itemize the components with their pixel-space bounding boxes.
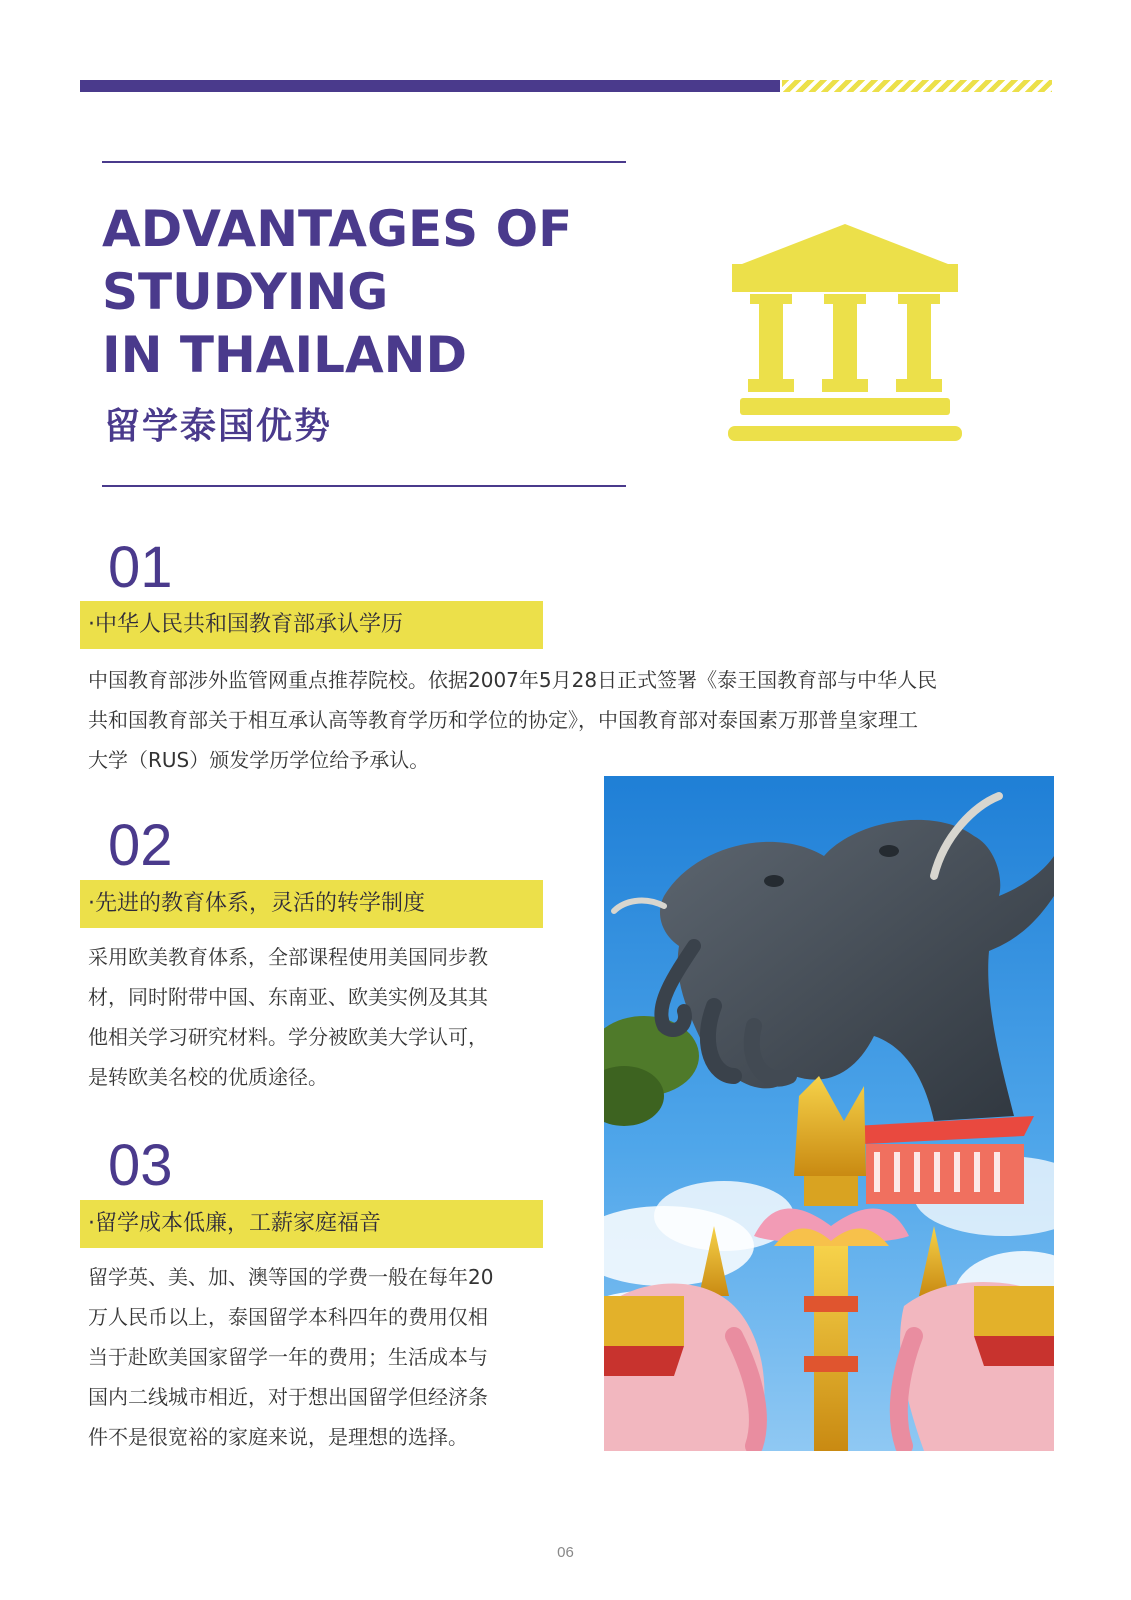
top-banner-stripes bbox=[782, 80, 1052, 92]
body-line: 留学英、美、加、澳等国的学费一般在每年20 bbox=[88, 1265, 494, 1289]
institution-building-icon bbox=[728, 224, 962, 450]
title-line-3: IN THAILAND bbox=[102, 326, 468, 384]
body-line: 是转欧美名校的优质途径。 bbox=[88, 1065, 328, 1089]
erawan-elephant-statue-photo bbox=[604, 776, 1054, 1451]
body-line: 当于赴欧美国家留学一年的费用；生活成本与 bbox=[88, 1345, 488, 1369]
section-body-01 bbox=[88, 660, 937, 780]
section-body-03 bbox=[88, 1257, 493, 1457]
top-banner-bar bbox=[80, 80, 780, 92]
section-heading-band-03 bbox=[80, 1200, 543, 1248]
body-line: 采用欧美教育体系，全部课程使用美国同步教 bbox=[88, 945, 488, 969]
section-heading-03: ·留学成本低廉，工薪家庭福音 bbox=[88, 1211, 381, 1236]
section-number-01: 01 bbox=[108, 535, 173, 600]
title-rule-top bbox=[102, 161, 626, 163]
title-line-1: ADVANTAGES OF bbox=[102, 200, 573, 258]
section-heading-02: ·先进的教育体系，灵活的转学制度 bbox=[88, 891, 425, 916]
body-line: 大学（RUS）颁发学历学位给予承认。 bbox=[88, 748, 430, 772]
section-body-02 bbox=[88, 937, 488, 1097]
body-line: 他相关学习研究材料。学分被欧美大学认可， bbox=[88, 1025, 488, 1049]
body-line: 国内二线城市相近，对于想出国留学但经济条 bbox=[88, 1385, 488, 1409]
section-number-03: 03 bbox=[108, 1133, 173, 1198]
body-line: 共和国教育部关于相互承认高等教育学历和学位的协定》，中国教育部对泰国素万那普皇家理工 bbox=[88, 708, 918, 732]
section-heading-01: ·中华人民共和国教育部承认学历 bbox=[88, 612, 403, 637]
page-title bbox=[102, 198, 642, 387]
body-line: 材，同时附带中国、东南亚、欧美实例及其其 bbox=[88, 985, 488, 1009]
page-subtitle: 留学泰国优势 bbox=[104, 406, 333, 447]
page-number: 06 bbox=[557, 1544, 574, 1561]
title-line-2: STUDYING bbox=[102, 263, 389, 321]
section-heading-band-02 bbox=[80, 880, 543, 928]
body-line: 中国教育部涉外监管网重点推荐院校。依据2007年5月28日正式签署《泰王国教育部与中华人民 bbox=[88, 668, 938, 692]
body-line: 万人民币以上，泰国留学本科四年的费用仅相 bbox=[88, 1305, 488, 1329]
body-line: 件不是很宽裕的家庭来说，是理想的选择。 bbox=[88, 1425, 468, 1449]
section-number-02: 02 bbox=[108, 813, 173, 878]
section-heading-band-01 bbox=[80, 601, 543, 649]
title-rule-bottom bbox=[102, 485, 626, 487]
